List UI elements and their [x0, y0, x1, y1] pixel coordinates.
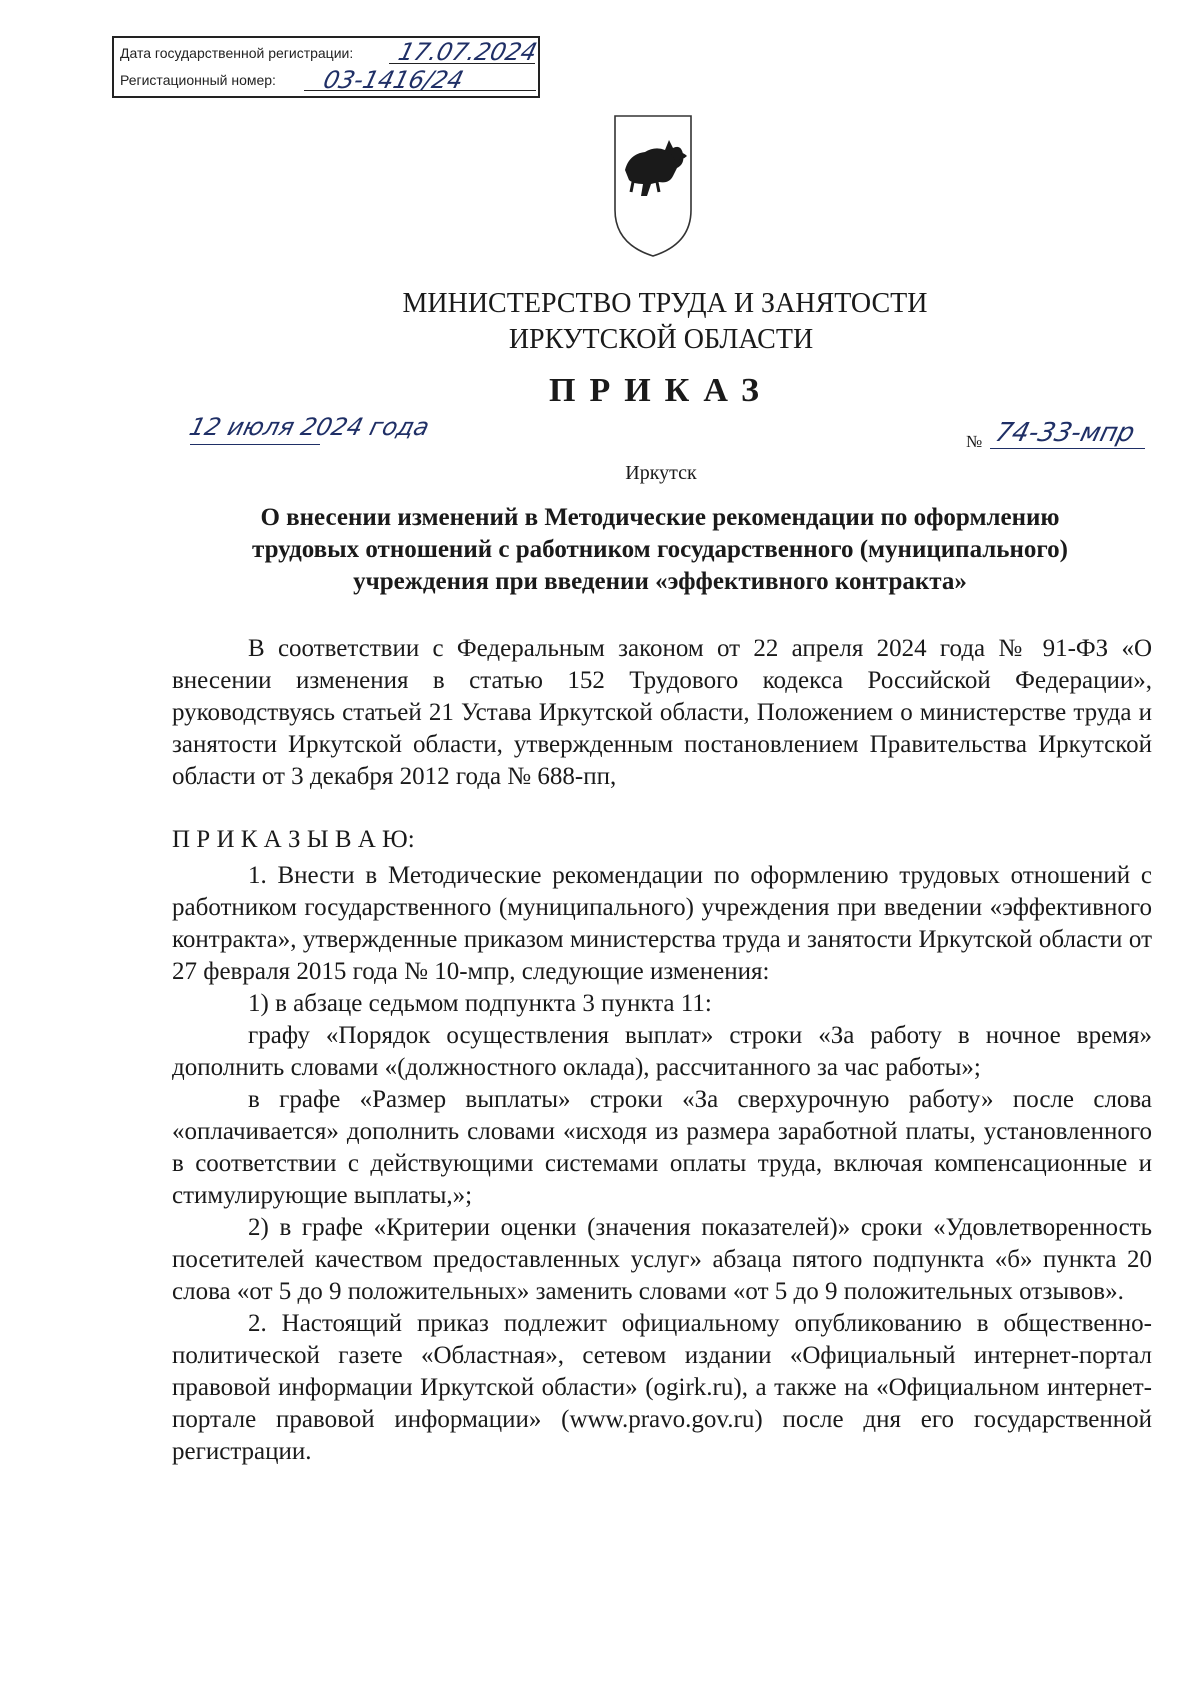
item1-sub1-text: 1) в абзаце седьмом подпункта 3 пункта 11:	[248, 990, 712, 1017]
reg-number-value: 03-1416/24	[320, 66, 467, 94]
prikazyvayu-text: П Р И К А З Ы В А Ю:	[172, 826, 415, 853]
item1-block	[172, 860, 1152, 1468]
preamble-paragraph	[172, 633, 1152, 793]
doc-type-title: ПРИКАЗ	[549, 372, 773, 409]
order-number-handwritten: 74-33-мпр	[992, 418, 1138, 448]
order-heading-line3: учреждения при введении «эффективного контракта»	[353, 568, 967, 595]
preamble-text: В соответствии с Федеральным законом от 22 апреля 2024 года № 91-ФЗ «О внесении изменения в статью 152 Трудового кодекса Российской Федерации», руководствуясь статьей 21 Устава Иркутской области, Положением о министерстве труда и занятости Иркутской области, утвержденным постановлением Правительства Иркутской области от 3 декабря 2012 года № 688-пп,	[172, 635, 1152, 790]
registration-stamp	[112, 36, 540, 98]
order-date-handwritten: 12 июля 2024 года	[186, 413, 433, 441]
city: Иркутск	[625, 462, 697, 484]
order-number-label: №	[966, 432, 983, 451]
order-date-underline	[190, 444, 320, 445]
item1-text: 1. Внести в Методические рекомендации по оформлению трудовых отношений с работником государственного (муниципального) учреждения при введении «эффективного контракта», утвержденные приказом министерства труда и занятости Иркутской области от 27 февраля 2015 года № 10-мпр, следующие изменения:	[172, 862, 1152, 985]
ministry-name-line2: ИРКУТСКОЙ ОБЛАСТИ	[508, 324, 814, 355]
reg-number-label: Регистационный номер:	[120, 72, 276, 88]
item1-sub2-text: 2) в графе «Критерии оценки (значения показателей)» сроки «Удовлетворенность посетителей качеством предоставленных услуг» абзаца пятого подпункта «б» пункта 20 слова «от 5 до 9 положительных» заменить словами «от 5 до 9 положительных отзывов».	[172, 1214, 1152, 1305]
item1-sub1-b-text: в графе «Размер выплаты» строки «За сверхурочную работу» после слова «оплачивается» дополнить словами «исходя из размера заработной платы, установленного в соответствии с действующими системами оплаты труда, включая компенсационные и стимулирующие выплаты,»;	[172, 1086, 1152, 1209]
coat-of-arms-icon	[611, 110, 695, 260]
ministry-name-line1: МИНИСТЕРСТВО ТРУДА И ЗАНЯТОСТИ	[402, 288, 928, 319]
order-heading-line2: трудовых отношений с работником государственного (муниципального)	[252, 536, 1068, 563]
reg-date-label: Дата государственной регистрации:	[120, 45, 354, 61]
reg-date-value: 17.07.2024	[395, 38, 540, 66]
order-number-underline	[990, 448, 1145, 449]
item2-text: 2. Настоящий приказ подлежит официальному опубликованию в общественно-политической газете «Областная», сетевом издании «Официальный интернет-портал правовой информации Иркутской области» (ogirk.ru), а также на «Официальном интернет-портале правовой информации» (www.pravo.gov.ru) после дня его государственной регистрации.	[172, 1310, 1152, 1465]
order-heading	[170, 502, 1150, 598]
order-heading-line1: О внесении изменений в Методические рекомендации по оформлению	[260, 504, 1060, 531]
item1-sub1-a-text: графу «Порядок осуществления выплат» строки «За работу в ночное время» дополнить словами «(должностного оклада), рассчитанного за час работы»;	[172, 1022, 1152, 1081]
prikazyvayu-block	[172, 824, 1152, 856]
